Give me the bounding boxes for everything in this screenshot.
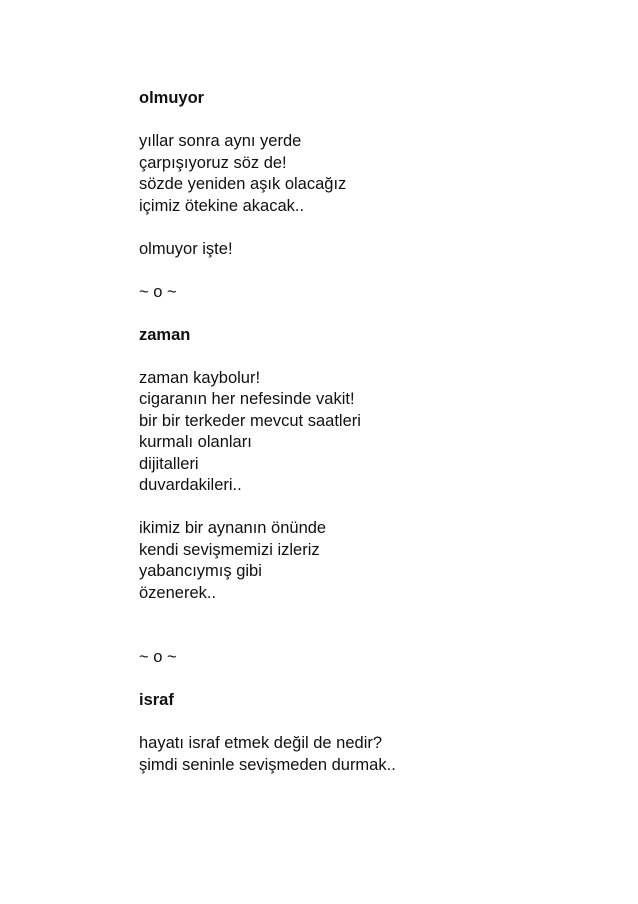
poem-line: dijitalleri <box>139 454 199 473</box>
poem-title: olmuyor <box>139 89 205 107</box>
poem-line: özenerek.. <box>139 583 217 602</box>
blank-line <box>139 303 599 325</box>
poem-line: olmuyor işte! <box>139 239 233 258</box>
section-separator: ~ o ~ <box>139 282 177 301</box>
poem-line: kurmalı olanları <box>139 433 252 451</box>
poem-line: duvardakileri.. <box>139 476 242 494</box>
blank-line <box>139 669 599 691</box>
poem-line: sözde yeniden aşık olacağız <box>139 175 347 193</box>
blank-line <box>139 217 599 239</box>
poem-line: hayatı israf etmek değil de nedir? <box>139 734 383 752</box>
poem-line: şimdi seninle sevişmeden durmak.. <box>139 755 396 774</box>
poem-text-block <box>139 88 599 776</box>
poem-line: yabancıymış gibi <box>139 562 262 580</box>
poem-title: israf <box>139 691 174 709</box>
poem-title: zaman <box>139 325 191 344</box>
blank-line <box>139 604 599 647</box>
poem-line: yıllar sonra aynı yerde <box>139 132 302 150</box>
blank-line <box>139 110 599 132</box>
blank-line <box>139 497 599 519</box>
poem-line: zaman kaybolur! <box>139 368 261 387</box>
poem-line: ikimiz bir aynanın önünde <box>139 519 327 537</box>
poem-line: içimiz ötekine akacak.. <box>139 196 305 215</box>
section-separator: ~ o ~ <box>139 648 177 666</box>
poem-line: bir bir terkeder mevcut saatleri <box>139 411 361 430</box>
blank-line <box>139 712 599 734</box>
blank-line <box>139 260 599 282</box>
blank-line <box>139 346 599 368</box>
poem-line: çarpışıyoruz söz de! <box>139 153 287 172</box>
poem-line: kendi sevişmemizi izleriz <box>139 540 320 559</box>
poem-line: cigaranın her nefesinde vakit! <box>139 390 355 408</box>
